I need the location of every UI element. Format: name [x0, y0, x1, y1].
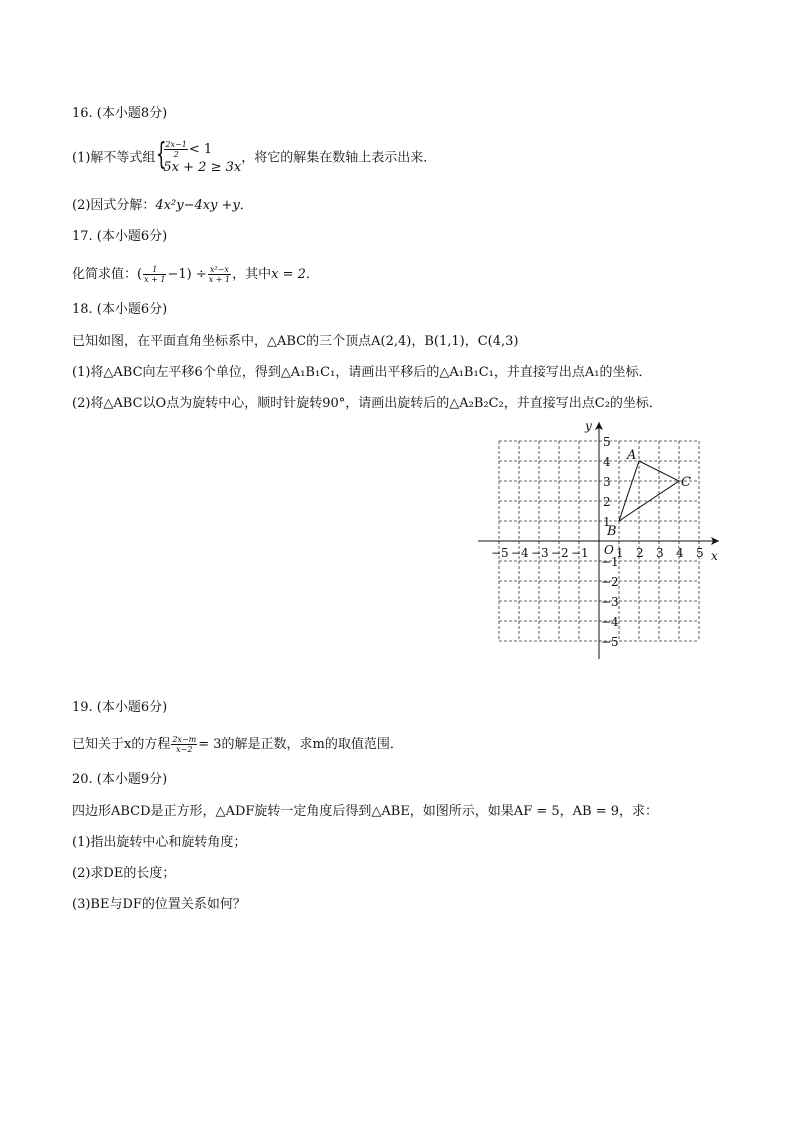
x-tick-label: −3: [531, 546, 549, 560]
vertex-label-a: A: [627, 448, 637, 463]
vertex-label-c: C: [681, 475, 691, 490]
problem-16-header: 16. (本小题8分): [72, 106, 168, 121]
inequality-2: 5x + 2 ≥ 3x: [163, 160, 242, 175]
problem-17-body: [72, 265, 319, 284]
problem-19-suffix: = 3的解是正数，求m的取值范围．: [198, 737, 403, 752]
x-axis-label: x: [711, 549, 718, 563]
problem-19-body: [72, 735, 403, 754]
y-tick-label: −3: [601, 595, 619, 609]
fraction-2-numerator: x²−x: [208, 265, 231, 275]
fraction-1-denominator: x + 1: [144, 275, 166, 284]
inequality-system: [156, 137, 242, 176]
inequality-1-rest: < 1: [188, 142, 213, 157]
inequality-1-denominator: 2: [173, 150, 179, 159]
problem-16-part1: [72, 137, 437, 176]
x-tick-label: −2: [551, 546, 569, 560]
x-tick-label: −5: [491, 546, 509, 560]
problem-17-header: 17. (本小题6分): [72, 229, 168, 244]
y-tick-label: −1: [601, 555, 619, 569]
problem-18-part2: (2)将△ABC以O点为旋转中心，顺时针旋转90°，请画出旋转后的△A₂B₂C₂，并直接写出点C₂的坐标．: [72, 396, 662, 411]
problem-16-part1-suffix: ，将它的解集在数轴上表示出来．: [241, 150, 437, 166]
y-tick-label: 4: [603, 455, 611, 469]
inequality-1-numerator: 2x−1: [165, 140, 187, 149]
triangle-outline: [619, 461, 679, 521]
fraction-2-denominator: x + 1: [208, 275, 231, 284]
x-tick-label: −1: [571, 546, 589, 560]
problem-17-value: x = 2: [271, 267, 306, 282]
problem-20-part1: (1)指出旋转中心和旋转角度；: [72, 835, 247, 850]
problem-17-fraction-2: [208, 265, 231, 284]
problem-17-mid: −1) ÷: [167, 267, 207, 282]
vertex-label-b: B: [607, 524, 617, 539]
problem-20-header: 20. (本小题9分): [72, 772, 168, 787]
problem-20-intro: 四边形ABCD是正方形，△ADF旋转一定角度后得到△ABE，如图所示，如果AF = 5，AB = 9，求：: [72, 804, 659, 819]
fraction-1-numerator: 1: [143, 265, 166, 275]
inequality-1: [163, 140, 241, 159]
problem-16-part2: [72, 198, 253, 214]
x-tick-label: −4: [511, 546, 529, 560]
x-tick-label: 4: [676, 546, 684, 560]
y-tick-label: −4: [601, 615, 619, 629]
problem-19-header: 19. (本小题6分): [72, 700, 168, 715]
problem-17-fraction-1: [143, 265, 166, 284]
y-tick-label: 3: [603, 475, 611, 489]
problem-19-fraction: [171, 735, 197, 754]
axes: [478, 422, 719, 659]
x-tick-label: 1: [616, 546, 624, 560]
problem-17-end: ．: [305, 267, 319, 282]
brace-icon: {: [156, 137, 167, 172]
y-axis-label: y: [585, 419, 592, 433]
fraction-numerator: 2x−m: [172, 735, 197, 744]
problem-19-prefix: 已知关于x的方程: [72, 737, 171, 752]
problem-20-part2: (2)求DE的长度；: [72, 866, 176, 881]
fraction-denominator: x−2: [176, 745, 193, 754]
problem-17-suffix-pre: ，其中: [232, 267, 272, 282]
factor-expression: 4x²y−4xy +y: [155, 198, 240, 213]
x-tick-label: 3: [656, 546, 664, 560]
problem-16-part2-prefix: (2)因式分解：: [72, 198, 156, 213]
y-tick-label: 2: [603, 495, 611, 509]
problem-16-part1-prefix: (1)解不等式组: [72, 150, 156, 166]
problem-18-header: 18. (本小题6分): [72, 302, 168, 317]
problem-17-prefix: 化简求值：(: [72, 267, 143, 282]
problem-18-intro: 已知如图，在平面直角坐标系中，△ABC的三个顶点A(2,4)，B(1,1)，C(4,3): [72, 334, 519, 349]
inequality-1-fraction: [164, 140, 187, 159]
x-tick-label: 5: [696, 546, 704, 560]
problem-16-part2-suffix: ．: [239, 198, 253, 213]
tick-labels: [491, 419, 718, 649]
origin-label: O: [604, 543, 614, 557]
y-tick-label: −2: [601, 575, 619, 589]
x-tick-label: 2: [636, 546, 644, 560]
problem-20-part3: (3)BE与DF的位置关系如何？: [72, 897, 246, 912]
y-tick-label: 5: [603, 435, 611, 449]
y-tick-label: −5: [601, 635, 619, 649]
coordinate-grid-figure: [476, 418, 726, 663]
problem-18-part1: (1)将△ABC向左平移6个单位，得到△A₁B₁C₁，请画出平移后的△A₁B₁C₁，并直接写出点A₁的坐标．: [72, 365, 652, 380]
y-tick-label: 1: [603, 515, 611, 529]
